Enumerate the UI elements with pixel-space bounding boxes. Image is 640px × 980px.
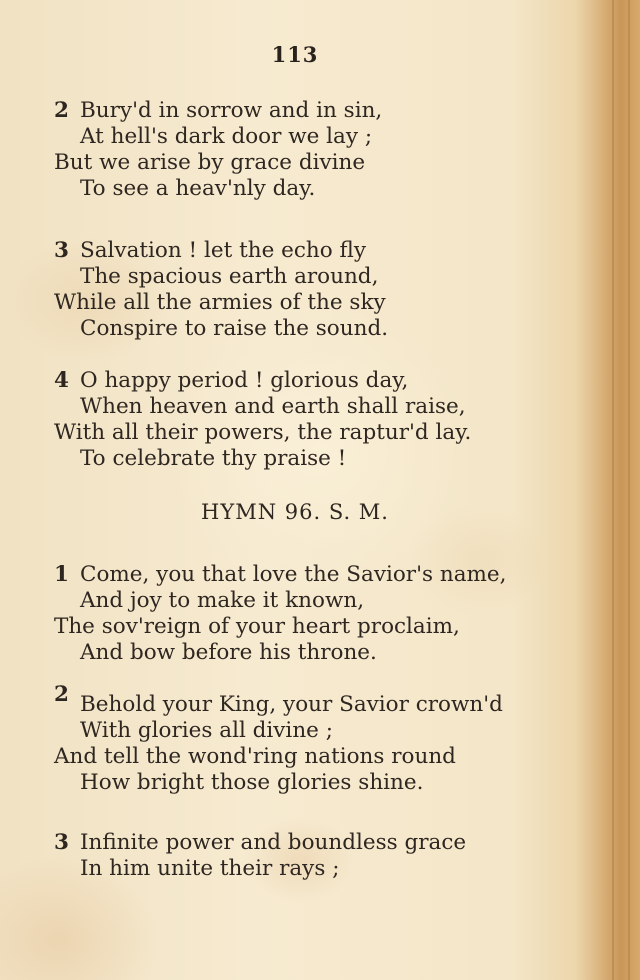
verse-line: When heaven and earth shall raise,: [80, 394, 466, 419]
verse-line: 3 Infinite power and boundless grace: [54, 830, 467, 855]
verse-line: Behold your King, your Savior crown'd: [80, 692, 503, 717]
verse-line: The sov'reign of your heart proclaim,: [54, 614, 460, 639]
verse-line: But we arise by grace divine: [54, 150, 366, 175]
verse-line: With all their powers, the raptur'd lay.: [54, 420, 472, 445]
verse-line: While all the armies of the sky: [54, 290, 386, 315]
hymn-title: HYMN 96. S. M.: [201, 500, 389, 524]
verse-number: 3: [54, 238, 69, 263]
verse-hymn-3: [54, 830, 466, 882]
verse-prev-2: [54, 98, 382, 202]
verse-hymn-1: [54, 562, 506, 666]
page-edge-line: [612, 0, 614, 980]
verse-line: Conspire to raise the sound.: [80, 316, 389, 341]
page-number: 113: [271, 42, 319, 67]
verse-prev-4: [54, 368, 471, 472]
verse-line: 2 Bury'd in sorrow and in sin,: [54, 98, 383, 123]
verse-number: 2: [54, 98, 69, 123]
verse-line: 1 Come, you that love the Savior's name,: [54, 562, 507, 587]
verse-prev-3: [54, 238, 388, 342]
verse-line: At hell's dark door we lay ;: [80, 124, 373, 149]
verse-line: How bright those glories shine.: [80, 770, 424, 795]
verse-line: The spacious earth around,: [80, 264, 379, 289]
verse-line: And joy to make it known,: [80, 588, 365, 613]
page-edge-line: [628, 0, 630, 980]
verse-line: 3 Salvation ! let the echo fly: [54, 238, 366, 263]
verse-number: 4: [54, 368, 69, 393]
verse-line: And tell the wond'ring nations round: [54, 744, 456, 769]
verse-number: 1: [54, 562, 69, 587]
verse-hymn-2: [54, 682, 503, 796]
verse-line: To see a heav'nly day.: [80, 176, 316, 201]
verse-line: 4 O happy period ! glorious day,: [54, 368, 409, 393]
verse-line: To celebrate thy praise !: [80, 446, 347, 471]
verse-number: 3: [54, 830, 69, 855]
verse-line: With glories all divine ;: [80, 718, 333, 743]
verse-number: 2: [54, 682, 69, 707]
verse-line: In him unite their rays ;: [80, 856, 340, 881]
verse-line: And bow before his throne.: [80, 640, 377, 665]
